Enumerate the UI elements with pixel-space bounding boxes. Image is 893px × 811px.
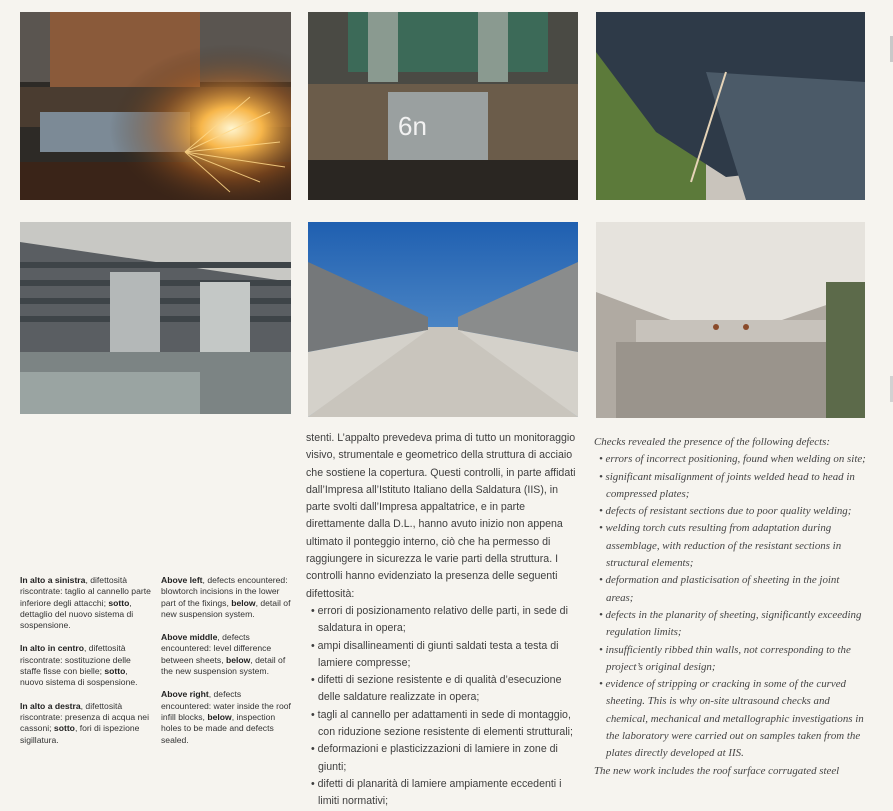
list-item: • defects in the planarity of sheeting, significantly exceeding regulation limits; (594, 607, 866, 642)
captions-italian (20, 575, 152, 758)
list-item: • significant misalignment of joints welded head to head in compressed plates; (594, 469, 866, 504)
caption-it-left: In alto a sinistra, difettosità riscontrate: taglio al cannello parte inferiore degli attacchi; sotto, dettaglio del nuovo sistema di sospensione. (20, 575, 151, 631)
list-item: • errori di posizionamento relativo delle parti, in sede di saldatura in opera; (306, 603, 580, 638)
defect-list-english (594, 451, 866, 762)
caption-en-left: Above left, defects encountered: blowtorch incisions in the lower part of the fixings, below, detail of new suspension system. (161, 575, 291, 619)
caption-en-right: Above right, defects encountered: water inside the roof infill blocks, below, inspection holes to be made and defects sealed. (161, 689, 291, 745)
body-column-english (594, 434, 866, 780)
photo-top-middle-steel-bracket (308, 12, 578, 200)
photo-bottom-left-new-suspension (20, 222, 291, 414)
list-item: • tagli al cannello per adattamenti in sede di montaggio, con riduzione sezione resistente di elementi strutturali; (306, 707, 580, 742)
list-item: • errors of incorrect positioning, found when welding on site; (594, 451, 866, 468)
list-item: • difetti di planarità di lamiere ampiamente eccedenti i limiti normativi; (306, 776, 580, 811)
photo-chalk-label: 6n (398, 111, 427, 141)
body-en-intro: Checks revealed the presence of the following defects: (594, 436, 830, 448)
list-item: • deformation and plasticisation of sheeting in the joint areas; (594, 572, 866, 607)
caption-en-middle: Above middle, defects encountered: level difference between sheets, below, detail of the new suspension system. (161, 632, 286, 677)
photo-top-left-welding-sparks (20, 12, 291, 200)
list-item: • ampi disallineamenti di giunti saldati testa a testa di lamiere compresse; (306, 638, 580, 673)
list-item: • insufficiently ribbed thin walls, not corresponding to the project’s original design; (594, 642, 866, 677)
caption-it-right: In alto a destra, difettosità riscontrate: presenza di acqua nei cassoni; sotto, fori di ispezione sigillatura. (20, 700, 149, 745)
list-item: • difetti di sezione resistente e di qualità d’esecuzione delle saldature realizzate in opera; (306, 672, 580, 707)
captions-english (161, 575, 293, 758)
body-en-closing: The new work includes the roof surface corrugated steel (594, 764, 840, 777)
body-it-intro: stenti. L’appalto prevedeva prima di tutto un monitoraggio visivo, strumentale e geometrico della struttura di acciaio che sostiene la copertura. Questi controlli, in parte affidati dall’Impresa all’Istituto Italiano della Saldatura (IIS), in parte svolti dall’Impresa appaltatrice, e in parte direttamente dalla D.L., hanno avuto inizio non appena ultimato il ponteggio interno, ciò che ha permesso di raggiungere in sicurezza le varie parti della struttura. I controlli hanno evidenziato la presenza delle seguenti difettosità: (306, 432, 576, 600)
list-item: • welding torch cuts resulting from adaptation during assemblage, with reduction of the resistant sections in structural elements; (594, 520, 866, 572)
list-item: • deformazioni e plasticizzazioni di lamiere in zone di giunti; (306, 741, 580, 776)
list-item: • defects of resistant sections due to poor quality welding; (594, 503, 866, 520)
body-column-italian (306, 430, 580, 811)
photo-bottom-right-inspection-holes (596, 222, 865, 418)
caption-it-middle: In alto in centro, difettosità riscontrate: sostituzione delle staffe fisse con bielle; sotto, nuovo sistema di sospensione. (20, 643, 138, 688)
photo-bottom-middle-roof-walkway (308, 222, 578, 417)
defect-list-italian (306, 603, 580, 811)
photo-top-right-roof-underside (596, 12, 865, 200)
list-item: • evidence of stripping or cracking in some of the curved sheeting. This is why on-site ultrasound checks and chemical, mechanical and metallographic investigations in the laboratory were carried out on samples taken from the plates directly developed at IIS. (594, 676, 866, 762)
